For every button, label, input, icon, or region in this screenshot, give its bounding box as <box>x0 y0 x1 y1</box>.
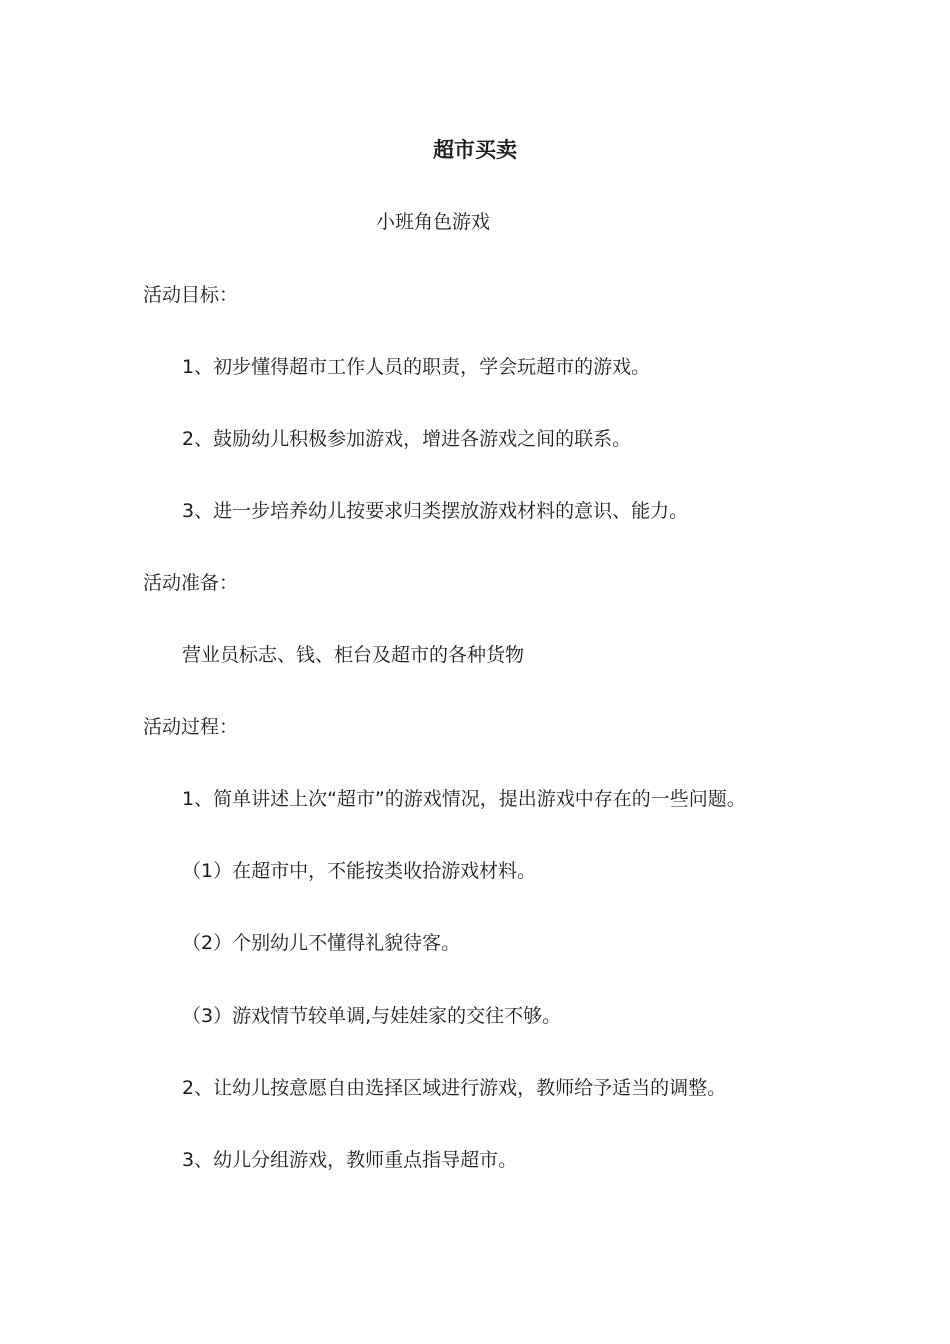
goal-item: 3、进一步培养幼儿按要求归类摆放游戏材料的意识、能力。 <box>182 500 689 522</box>
document-subtitle: 小班角色游戏 <box>376 211 491 233</box>
process-step-3: 3、幼儿分组游戏，教师重点指导超市。 <box>182 1149 518 1171</box>
problem-item: （3）游戏情节较单调,与娃娃家的交往不够。 <box>182 1005 562 1027</box>
goals-heading: 活动目标： <box>143 284 239 306</box>
problem-item: （1）在超市中，不能按类收拾游戏材料。 <box>182 860 537 882</box>
document-title: 超市买卖 <box>433 138 517 162</box>
goal-item: 1、初步懂得超市工作人员的职责，学会玩超市的游戏。 <box>182 356 651 378</box>
goal-item: 2、鼓励幼儿积极参加游戏，增进各游戏之间的联系。 <box>182 428 632 450</box>
process-step-1: 1、简单讲述上次“超市”的游戏情况，提出游戏中存在的一些问题。 <box>182 788 746 810</box>
process-step-2: 2、让幼儿按意愿自由选择区域进行游戏，教师给予适当的调整。 <box>182 1077 727 1099</box>
preparation-text: 营业员标志、钱、柜台及超市的各种货物 <box>182 644 525 666</box>
preparation-heading: 活动准备： <box>143 572 239 594</box>
process-heading: 活动过程： <box>143 716 239 738</box>
problem-item: （2）个别幼儿不懂得礼貌待客。 <box>182 932 461 954</box>
